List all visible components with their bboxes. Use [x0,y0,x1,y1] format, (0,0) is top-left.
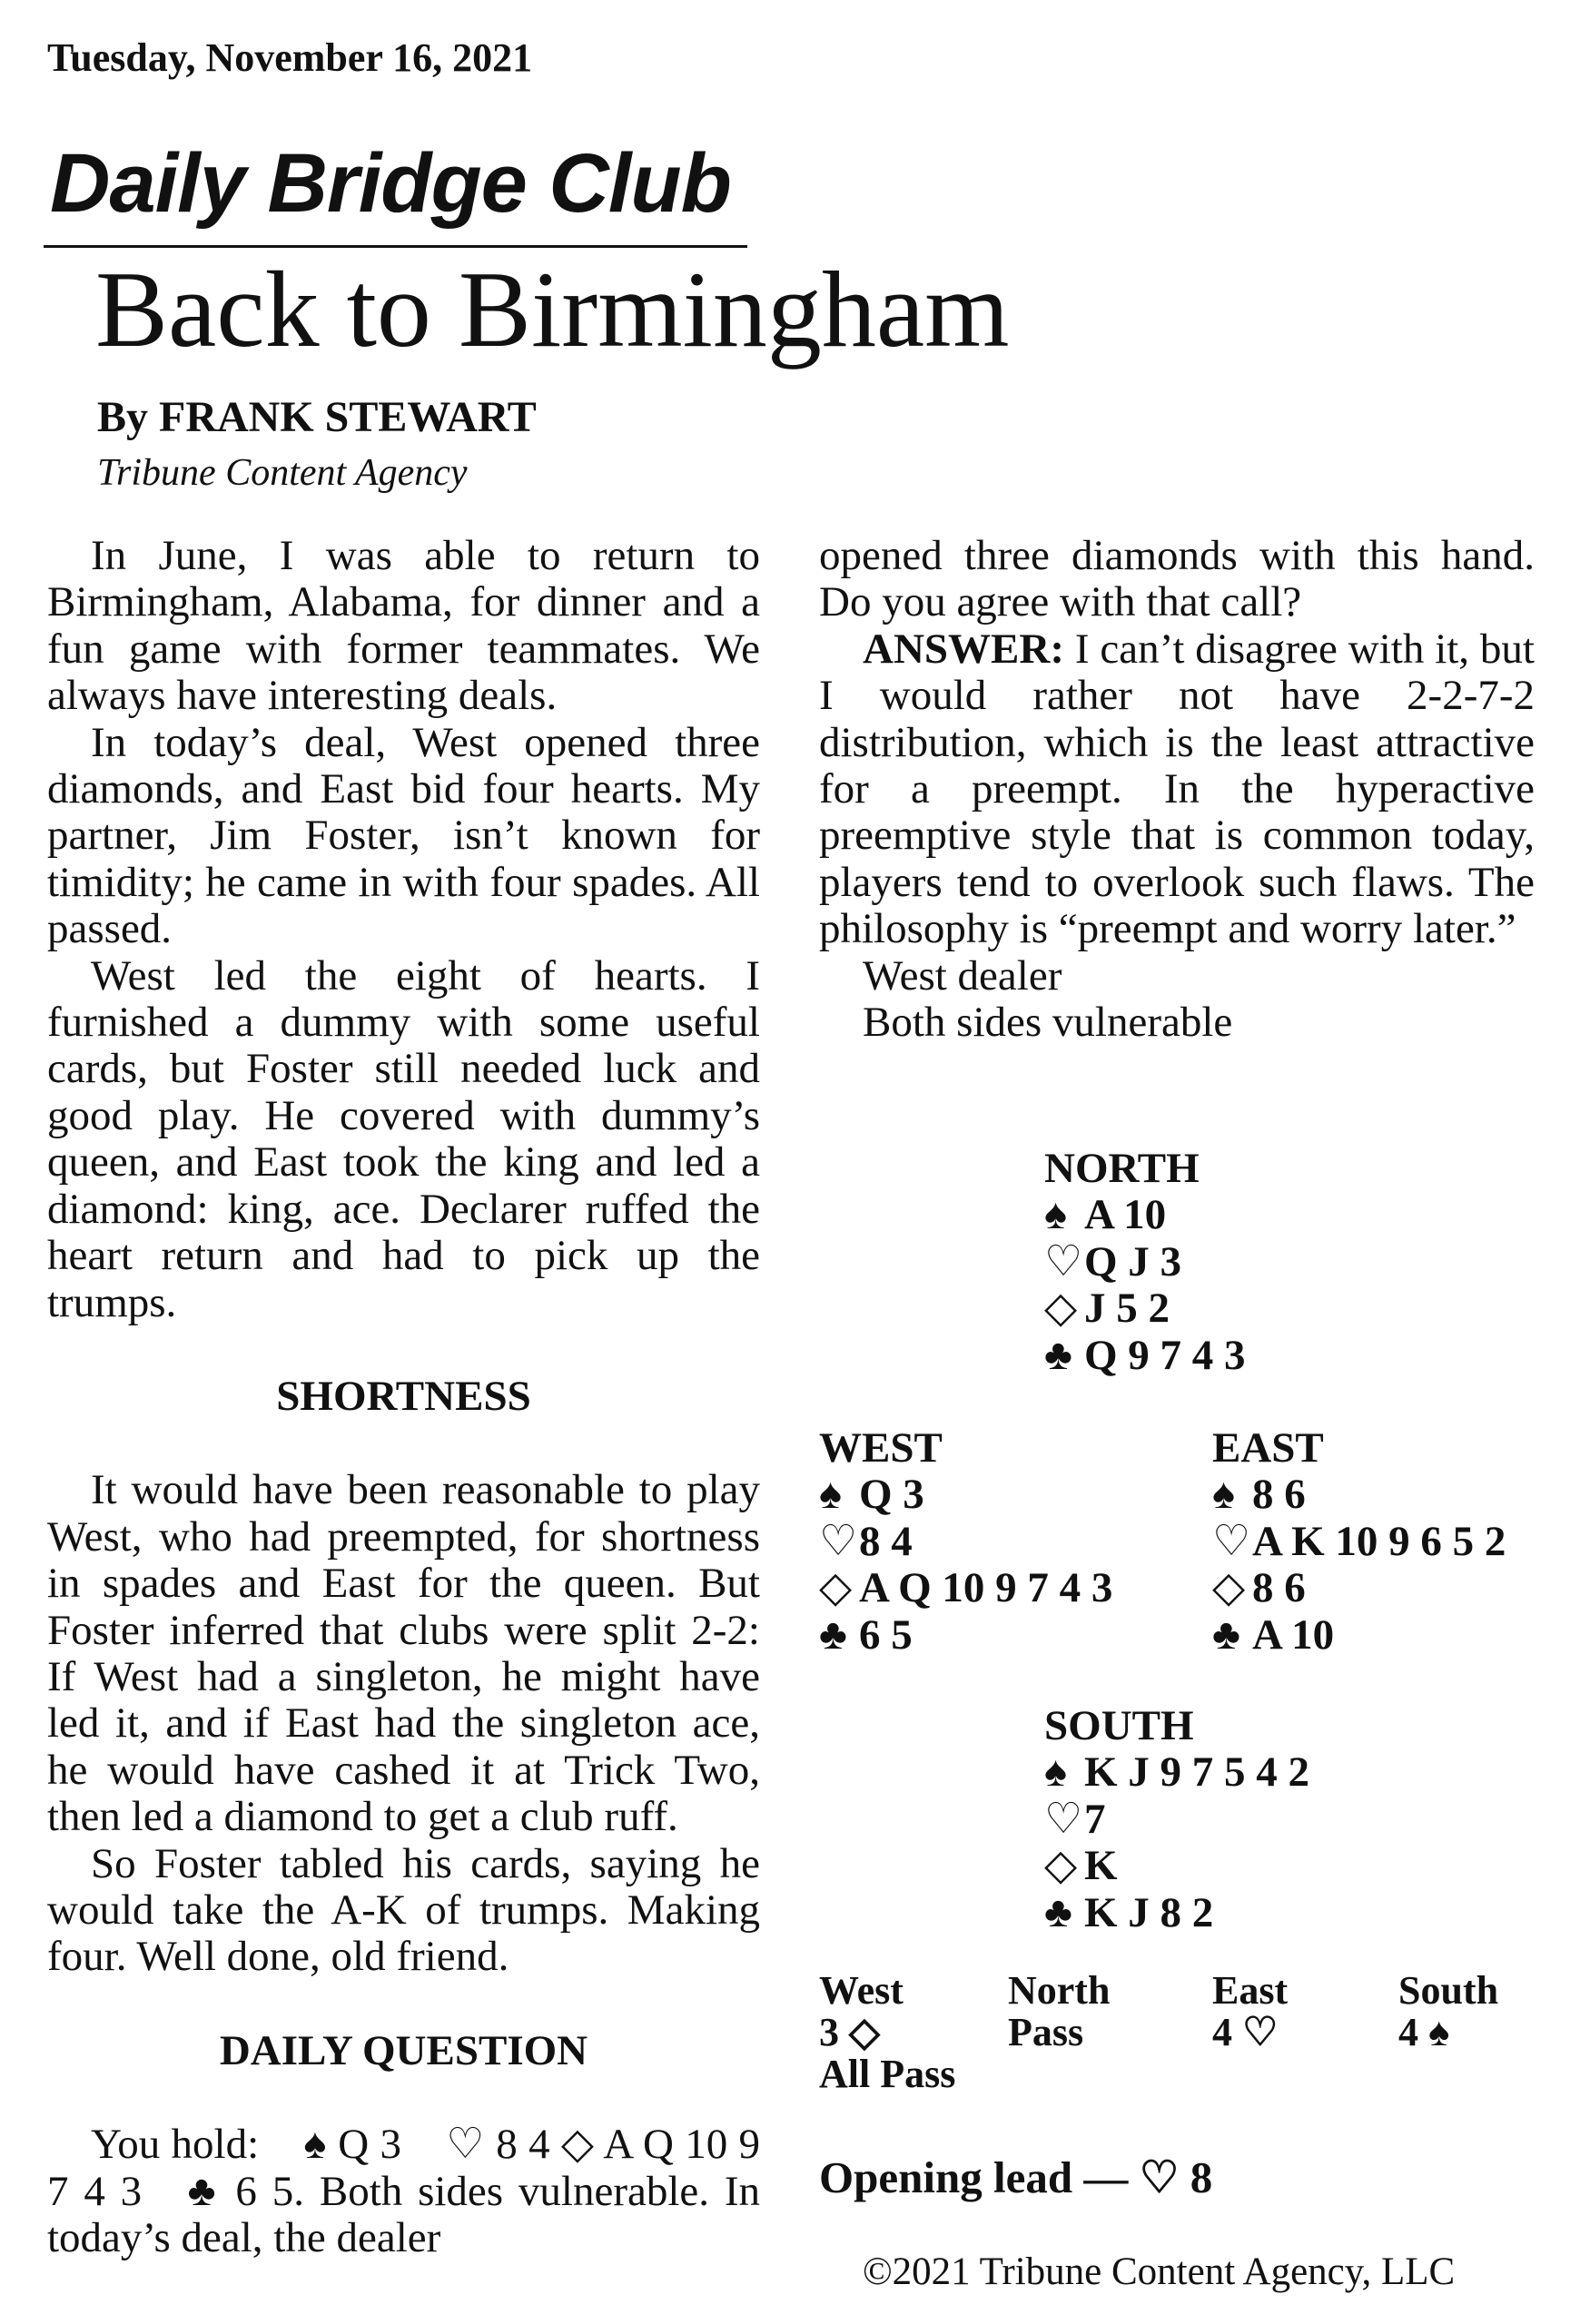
article-right-column [819,533,1535,1046]
opening-lead: Opening lead — ♡ 8 [819,2152,1213,2202]
dealer-line: West dealer [863,951,1062,1000]
club-icon: ♣ [1044,1331,1072,1379]
answer-label: ANSWER: [863,625,1064,673]
vulnerability-line: Both sides vulnerable [863,999,1233,1047]
spade-icon: ♠ [819,1471,842,1519]
club-icon: ♣ [819,1610,847,1659]
auction-header-north: North [1008,1968,1111,2013]
article-left-column [47,533,760,2261]
paragraph-4: It would have been reasonable to play West, who had preempted, for shortness in spades and East for the queen. But Foster inferred that clubs were split 2-2: If West had a singleton, he might have led it, and if East had the singleton ace, he would have cashed it at Trick Two, then led a diamond to get a club ruff. [47,1466,760,1841]
question-clubs: ♣ 6 5 [187,2167,294,2215]
copyright: ©2021 Tribune Content Agency, LLC [863,2250,1456,2293]
auction-bid: 3 ◇ [819,2010,880,2054]
auction-header-west: West [819,1968,904,2013]
auction-bid: All Pass [819,2052,956,2096]
paragraph-3: West led the eight of hearts. I furnished a dummy with some useful cards, but Foster still needed luck and good play. He covered with dummy’s queen, and East took the king and led a diamond: king, ace. Declarer ruffed the heart return and had to pick up the trumps. [47,951,760,1326]
south-hand: SOUTH ♠ K J 9 7 5 4 2 ♡7 ◇ K ♣ K J 8 2 [1044,1702,1310,1936]
west-hand: WEST ♠ Q 3 ♡8 4 ◇ A Q 10 9 7 4 3 ♣ 6 5 [819,1424,1113,1659]
diamond-icon: ◇ [1212,1564,1246,1612]
paragraph-2: In today’s deal, West opened three diamonds, and East bid four hearts. My partner, Jim Foster, isn’t known for timidity; he came in with four spades. All passed. [47,718,760,953]
hand-name: WEST [819,1424,943,1472]
heart-icon: ♡ [1044,1795,1083,1843]
heart-icon: ♡ [1212,1517,1251,1565]
byline: By FRANK STEWART [97,393,537,441]
heart-icon: ♡ [819,1517,858,1565]
headline: Back to Birmingham [95,249,1010,369]
spade-icon: ♠ [1044,1191,1067,1239]
auction-bid: 4 ♡ [1212,2010,1279,2054]
diamond-icon: ◇ [1044,1842,1078,1890]
auction-bid: 4 ♠ [1398,2010,1450,2054]
paragraph-5: So Foster tabled his cards, saying he would take the A-K of trumps. Making four. Well done, old friend. [47,1839,760,1981]
question-spades: ♠ Q 3 [303,2121,402,2169]
club-icon: ♣ [1044,1888,1072,1936]
heading-daily-question: DAILY QUESTION [219,2026,588,2074]
diamond-icon: ◇ [1044,1285,1078,1333]
hand-name: SOUTH [1044,1702,1194,1749]
spade-icon: ♠ [1212,1471,1235,1519]
heading-shortness: SHORTNESS [276,1372,531,1420]
hand-name: NORTH [1044,1145,1200,1192]
question-hearts: ♡ 8 4 [446,2121,550,2169]
diamond-icon: ◇ [819,1564,853,1612]
answer-paragraph: ANSWER: I can’t disagree with it, but I would rather not have 2-2-7-2 distribution, which is the least attractive for a preempt. In the hyperactive preemptive style that is common today, players tend to overlook such flaws. The philosophy is “preempt and worry later.” [819,625,1535,953]
east-hand: EAST ♠ 8 6 ♡A K 10 9 6 5 2 ◇ 8 6 ♣ A 10 [1212,1424,1506,1659]
heart-icon: ♡ [1044,1237,1083,1285]
club-icon: ♣ [1212,1610,1240,1659]
question-diamonds: ◇ A Q 10 9 7 4 3 [47,2121,761,2215]
auction-bid: Pass [1008,2010,1084,2054]
hand-name: EAST [1212,1424,1324,1472]
agency-credit: Tribune Content Agency [97,452,468,494]
column-brand: Daily Bridge Club [50,137,731,230]
question-paragraph: You hold: ♠ Q 3 ♡ 8 4 ◇ A Q 10 9 7 4 3 ♣ 6 5. Both sides vulnerable. In today’s deal, the dealer [47,2121,761,2261]
north-hand: NORTH ♠ A 10 ♡Q J 3 ◇ J 5 2 ♣ Q 9 7 4 3 [1044,1145,1246,1379]
question-continued: opened three diamonds with this hand. Do you agree with that call? [819,532,1535,626]
auction-header-south: South [1398,1968,1499,2013]
spade-icon: ♠ [1044,1748,1067,1797]
paragraph-1: In June, I was able to return to Birmingham, Alabama, for dinner and a fun game with former teammates. We always have interesting deals. [47,532,760,720]
auction-header-east: East [1212,1968,1289,2013]
date-line: Tuesday, November 16, 2021 [47,35,533,80]
